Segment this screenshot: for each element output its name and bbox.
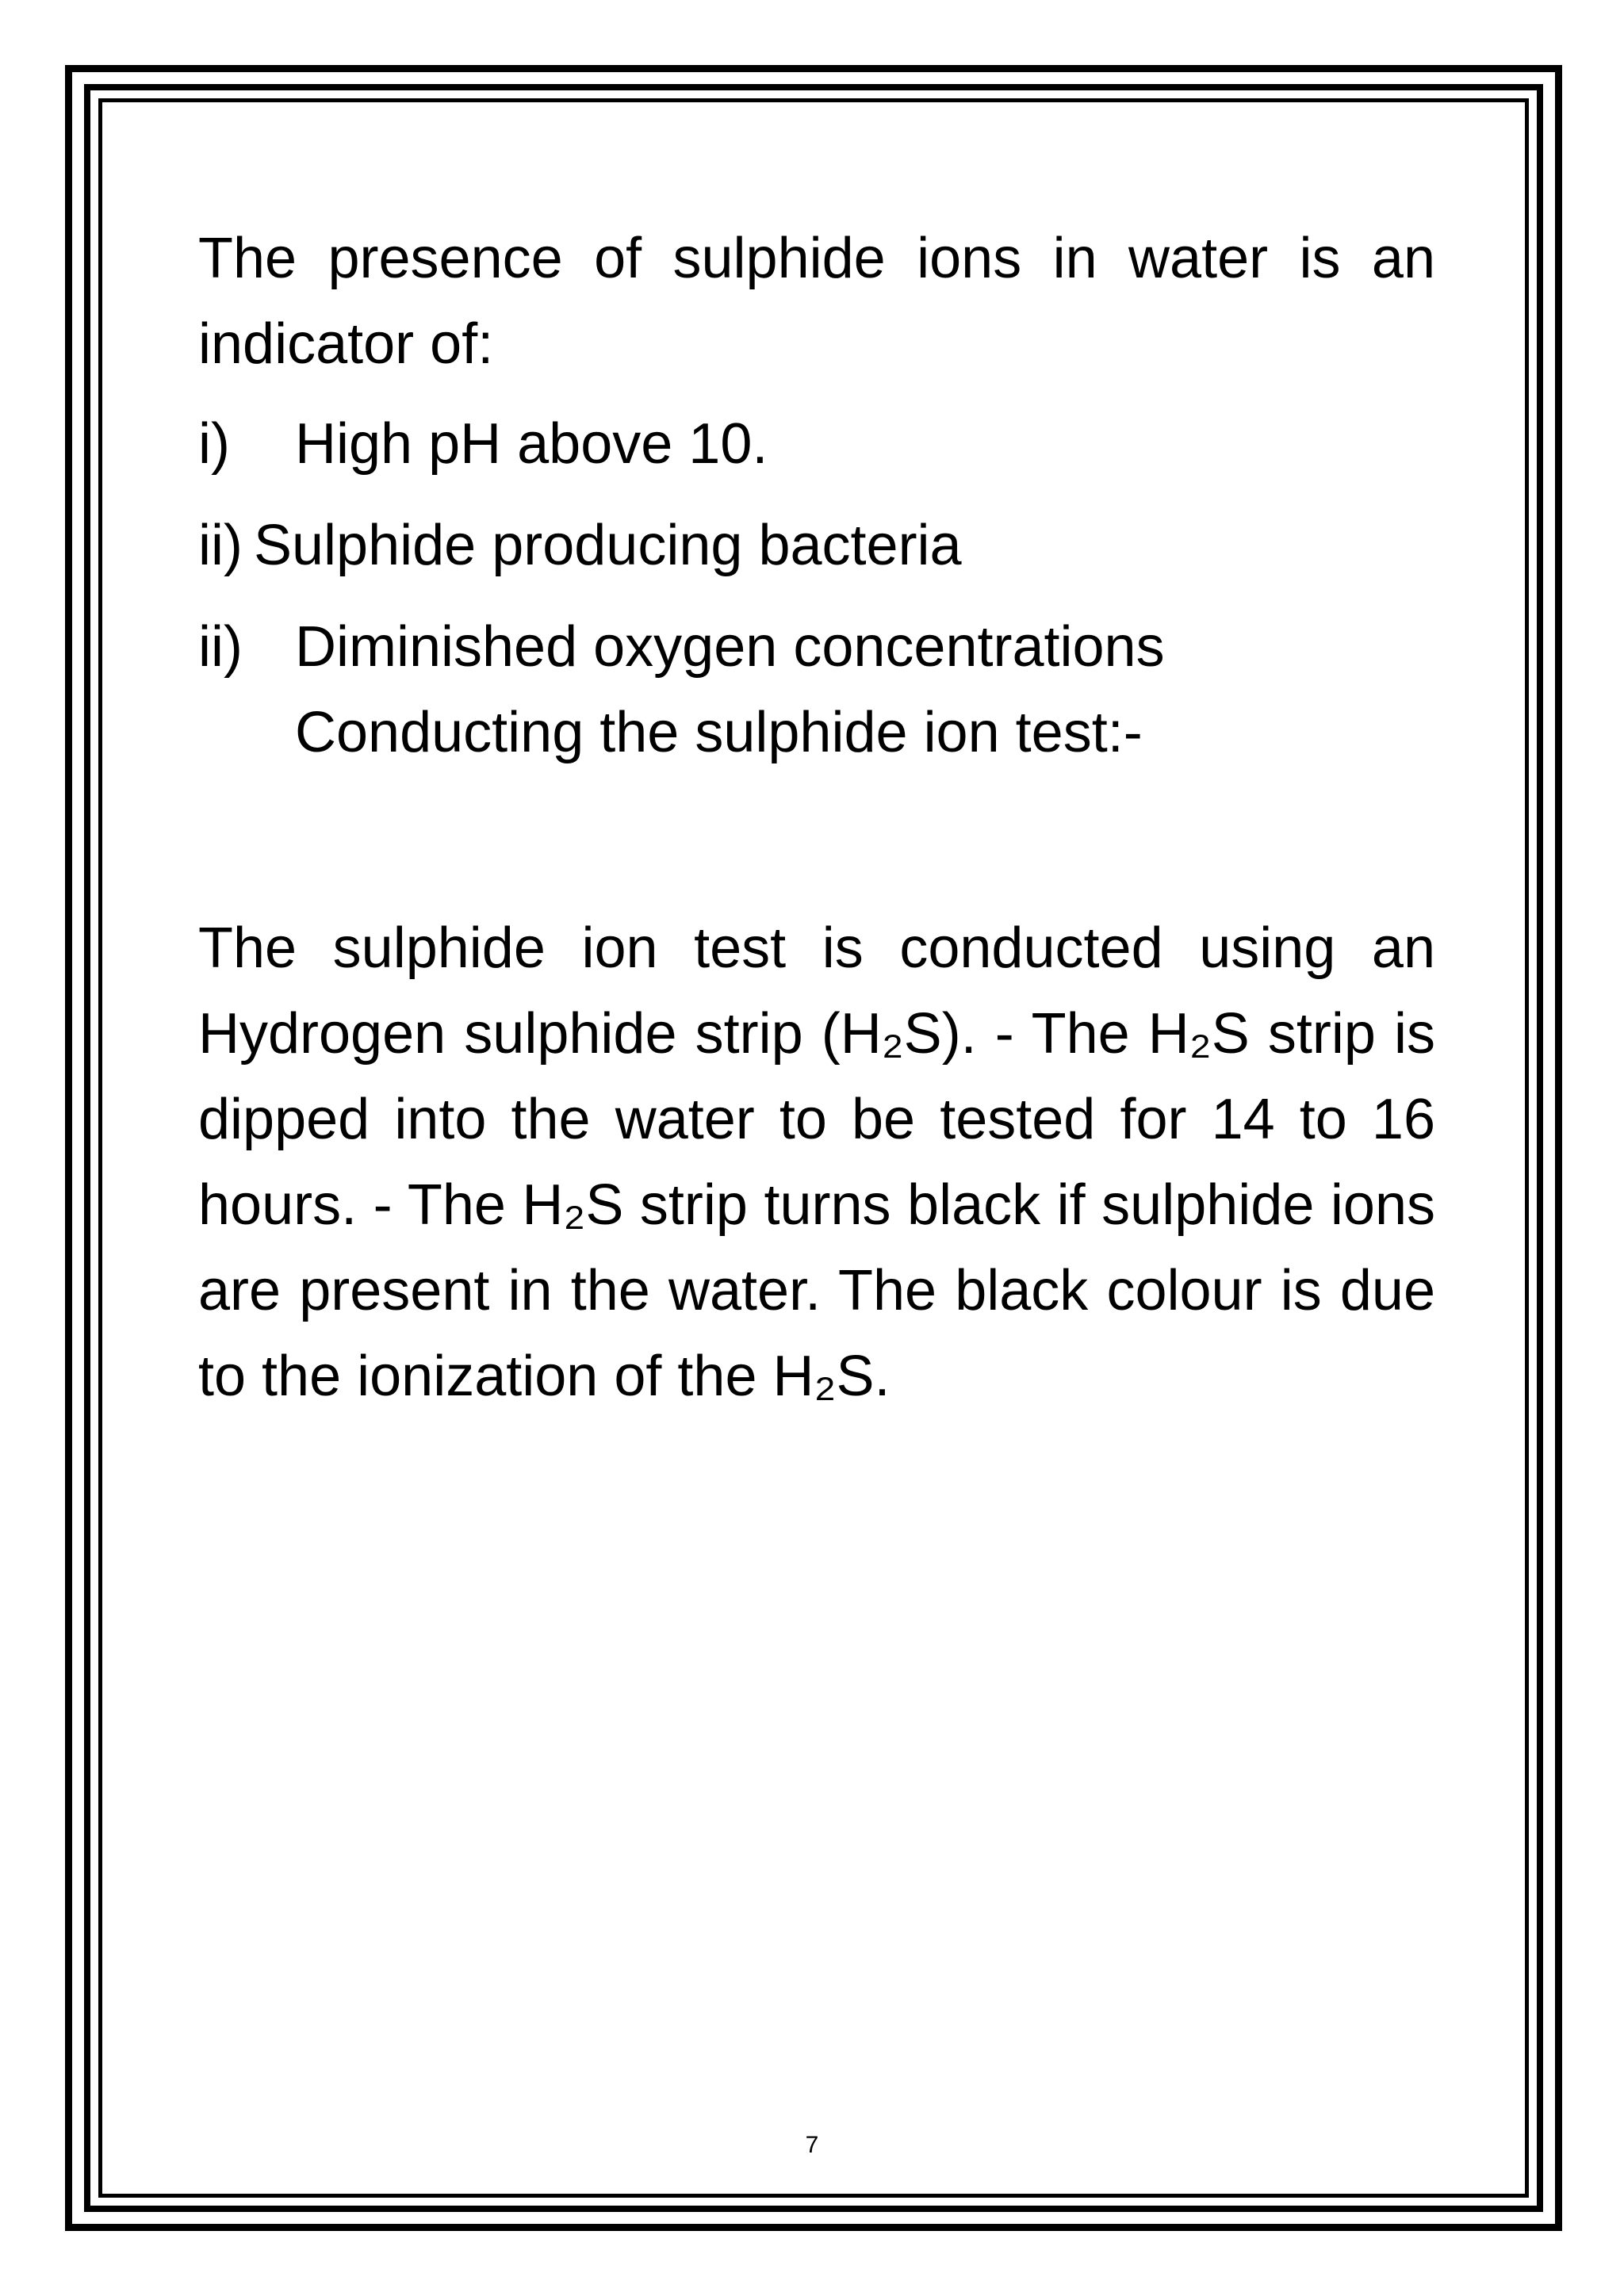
list-item	[198, 604, 1435, 775]
list-marker: i)	[198, 412, 230, 476]
indicator-list	[198, 401, 1435, 775]
list-item-text: Diminished oxygen concentrations	[295, 615, 1165, 679]
section-heading: Conducting the sulphide ion test:-	[295, 701, 1143, 764]
list-item-text: Sulphide producing bacteria	[253, 514, 962, 577]
list-item-text: High pH above 10.	[295, 412, 768, 476]
page-number: 7	[805, 2132, 819, 2158]
page-content	[198, 216, 1435, 1419]
intro-paragraph: The presence of sulphide ions in water is an indicator of:	[198, 227, 1435, 376]
list-marker: ii)	[198, 514, 243, 577]
test-paragraph: The sulphide ion test is conducted using an Hydrogen sulphide strip (H₂S). - The H₂S strip is dipped into the water to be tested for 14 to 16 hours. - The H₂S strip turns black if sulphide ions are present in the water. The black colour is due to the ionization of the H₂S.	[198, 916, 1435, 1408]
list-marker: ii)	[198, 615, 243, 679]
list-item-text-block	[295, 604, 1435, 775]
list-item	[198, 503, 1435, 588]
list-item	[198, 401, 1435, 487]
